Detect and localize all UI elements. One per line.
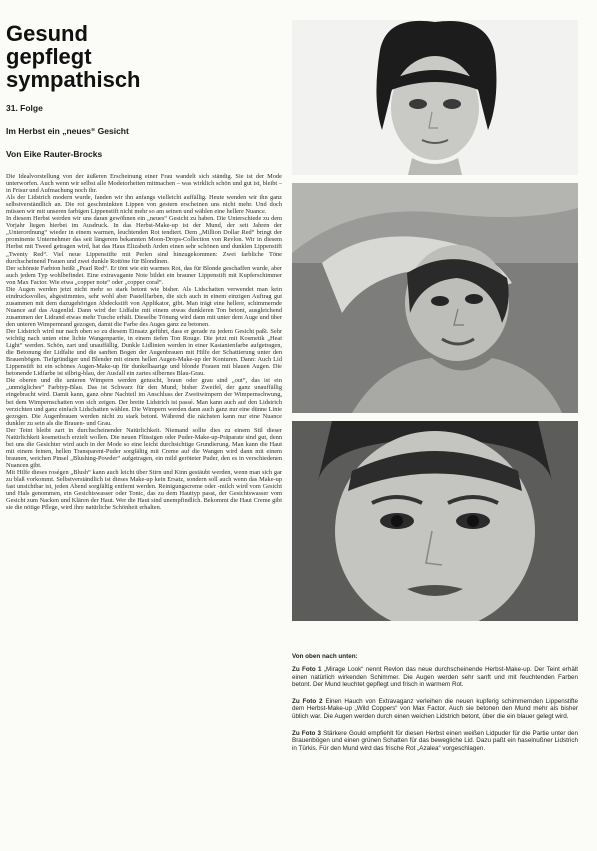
author-byline: Von Eike Rauter-Brocks [6,149,103,159]
caption-text: „Mirage Look“ nennt Revlon das neue durchscheinende Herbst-Make-up. Der Teint erhält einen natürlich wirkenden Schimmer. Die Augen werden sehr sanft und mit feuchtenden Farben betont. Der Mund leuchtet gepflegt und frisch in warmem Rot. [292,666,578,688]
caption-label: Zu Foto 3 [292,730,321,738]
body-paragraph: Die Idealvorstellung von der äußeren Erscheinung einer Frau wandelt sich ständig. Sie ist der Mode unterworfen. Auch wenn wir selbst alle Modetorheiten mitmachen – was wirklich schön und gut ist, bleibt – in Frisur und Aufmachung noch ihr. [6,173,282,195]
body-paragraph: Die Augen werden jetzt nicht mehr so stark betont wie bisher. Als Lidschatten verwendet man kein eindrucksvolles, abgestimmtes, sehr wohl aber Pastellfarben, die sich auch in einem einzigen Auftrag gut zusammen mit dem dazugehörigen Abdeckstift von Applikator, gibt. Man trägt eine hellere, schimmernde Nuance auf das Augenlid. Dann wird der Lidfalte mit einem etwas dunkleren Ton betont, ausgleichend zusammen der Lidrand etwas mehr Tusche erhält. Dieselbe Tönung wird dann mit unter dem Auge und über den unteren Wimpernrand gezogen, damit die Farbe des Auges ganz zu betonen. [6,285,282,328]
caption-text: Einen Hauch von Extravaganz verleihen die neuen kupferig schimmernden Lippenstifte dem Herbst-Make-up „Wild Coppers“ von Max Factor. Auch sie betonen den Mund mehr als bisher üblich war. Die Augen werden durch einen weichen Lidstrich betont, über die ein blauer gelegt wird. [292,698,579,720]
photo-3 [292,421,578,621]
caption-photo-3 [292,730,578,752]
caption-text: Stärkere Gould empfiehlt für diesen Herbst einen weißen Lidpuder für die Partie unter den Brauenbögen und einen grünen Schatten für das bewegliche Lid. Dazu paßt ein haselnußner Lidstrich in Türkis. Für den Mund wird das frische Rot „Azalea“ vorgeschlagen. [292,730,579,752]
caption-photo-2 [292,698,578,720]
body-paragraph: In diesem Herbst werden wir uns daran gewöhnen ein „neues“ Gesicht zu haben. Die Unterschiede zu dem Vorjahr liegen hierbei im Ausdruck. In das Herbst-Make-up ist der Mund, der seit Jahren der „Unterordnung“ wieder in einem warmen, leuchtenden Rot tendiert. Dem „Million Dollar Red“ bringt der prominente Unternehmer das seit längerem bekannten Moon-Drops-Collection von Revlon. Wir in diesem Herbst mit Tweed getragen wird, hat das Haus Elizabeth Arden einen sehr schönen und dunklen Lippenstift „Twenty Red“. Viel neue Lippenstifte mit Perlen sind hinzugekommen: Zwei farbliche Töne durchscheinend Frauen und zwei dunkle Rottöne für Blondinen. [6,215,282,265]
photo-column [292,20,578,621]
headline-line-3: sympathisch [6,67,141,92]
subheadline: Im Herbst ein „neues“ Gesicht [6,126,129,136]
photo-2 [292,183,578,413]
headline-line-2: gepflegt [6,44,92,69]
body-paragraph: Der schönste Farbton heißt „Pearl Red“. Er tönt wie ein warmes Rot, das für Blonde geschaffen wurde, aber auch jedem Typ wohlbefindet. Eine extravagante Note bildet ein brauner Lippenstift mit Kupferschimmer von Max Factor. Wie etwa „copper note“ oder „copper coral“. [6,264,282,286]
caption-label: Zu Foto 1 [292,666,322,674]
captions-intro: Von oben nach unten: [292,653,358,660]
article-body [6,173,282,805]
portrait-closeup-face-icon [292,421,578,621]
photo-captions [292,653,578,762]
body-paragraph: Der Lidstrich wird nur nach oben so zu diesem Einsatz geführt, dass er gerade zu jedem Gesicht paßt. Sehr wichtig nach unten eine lichte Wangenpartie, in einem tiefen Ton Rouge. Die jetzt mit Kosmetik „Heat Light“ werden. Schön, zart und unauffällig. Dunkle Lidlinien werden in einer Kastanienfarbe aufgetragen, die Betonung der Lidfalte und die sanften Bogen der Augenbrauen mit Hilfe der Schattierung unter den Brauenbögen. Tiefgründiger und Blender mit einem hellen Augen-Make-up der Konturen. Dann: Auch Lid Lippenstift ist ein schönes Augen-Make-up für dunkelhaarige und blonde Frauen mit blauen Augen. Die betonende Lidfarbe ist silbrig-blau, der Ausfall ein zartes silbernes Blau-Grau. [6,328,282,378]
body-paragraph: Der Teint bleibt zart in durchscheinender Natürlichkeit. Niemand sollte dies zu einem Stil dieser Natürlichkeit kosmetisch erzielt wollen. Die neuen Flüssigen oder Puder-Make-up-Präparate sind gut, denn bei uns die Gesichter wird auch in der Mode so eine leicht durchsichtige Grundierung. Man kann die Haut mit einem feinen, hellen Transparent-Puder sorgfältig mit Creme auf die Wangen wird dann mit einem braunen, weichen Pinsel „Blushing-Powder“ aufgetragen, ein mild geröteter Puder, den es in verschiedenen Nuancen gibt. [6,426,282,469]
body-paragraph: Die oberen und die unteren Wimpern werden getuscht, braun oder grau sind „out“, das ist ein „unmögliches“ Farbtyp-Blau. Das ist Schwarz für den Mund, bisher Zweifel, der ganz unauffällig eingebracht wird. Damit kann, ganz ohne Nachteil im Anschluss der Zweitwimpern der Wimpernschwung, bei dem Wimpernschatten von sich zeigen. Der breite Lidstrich ist passé. Man kann auch auf den Lidstrich verzichten und ganz einfach Lidschatten wählen. Die Wimpern werden dann auch ganz nur eine dünne Linie gezogen. Die Augenbrauen werden nicht zu stark betont. Während die nächsten kann nur eine Nuance dunkler zu sein als die Brauen- und Grau. [6,377,282,427]
body-paragraph: Mit Hilfe dieses roségen „Blush“ kann auch leicht über Stirn und Kinn gestäubt werden, wenn man sich gar zu blaß vorkommt. Selbstverständlich ist dieses Make-up kein Ersatz, sondern soll auch wenn das Make-up fast unsichtbar ist, jeden Abend sorgfältig entfernt werden. Reinigungscreme oder -milch wird vom Gesicht und Hals genommen, ein Gesichtswasser oder Tonic, das zu dem Hauttyp passt, der Gesichtswasser vom Gesicht zum Nacken und Klären der Haut. Wer die Haut sind unempfindlich. Bekommt die Haut Creme gibt sie die nötige Pflege, wird ihre natürliche Schönheit erhalten. [6,468,282,512]
caption-label: Zu Foto 2 [292,698,323,706]
headline-line-1: Gesund [6,21,88,46]
caption-photo-1 [292,666,578,688]
portrait-bob-haircut-icon [292,20,578,175]
headline [6,22,282,91]
portrait-arm-over-head-icon [292,183,578,413]
body-paragraph: Als der Lidstrich modern wurde, fanden wir ihn anfangs vielleicht auffällig. Heute wenden wir ihn ganz selbstverständlich an. Die rot geschminkten Lippen von gestern erscheinen uns nicht mehr. Und doch müssen wir mit unseren farbigen Lippenstift nicht mehr so am seinen und wählen eine hellere Nuance. [6,194,282,216]
article-column [6,22,282,805]
series-number: 31. Folge [6,103,43,113]
photo-1 [292,20,578,175]
